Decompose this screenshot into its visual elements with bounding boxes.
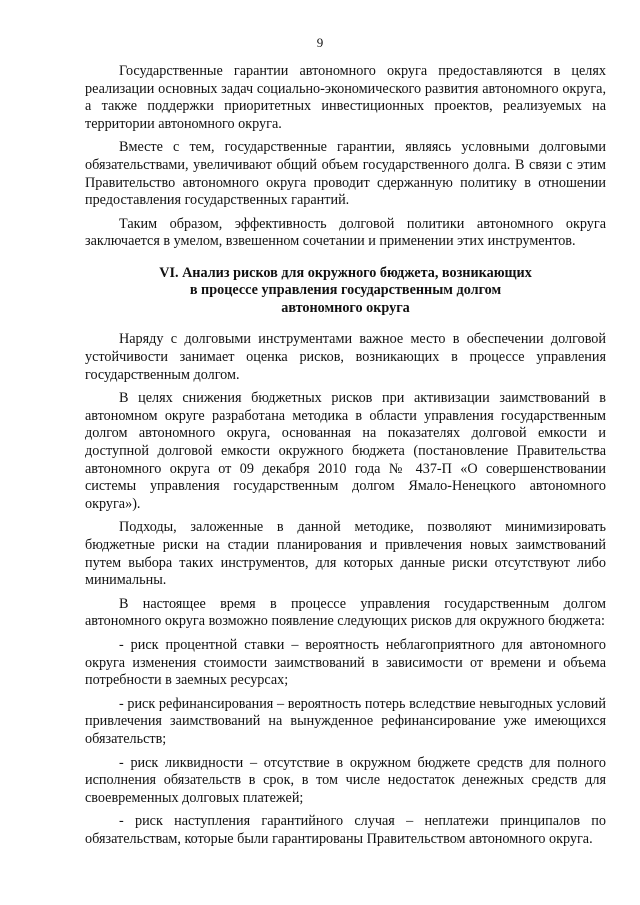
page-number: 9 (316, 35, 324, 50)
document-body (85, 63, 606, 854)
risk-item-guarantee-case: - риск наступления гарантийного случая – неплатежи принципалов по обязательствам, которые были гарантированы Правительством автономного округа. (85, 813, 606, 847)
section-heading (85, 265, 606, 318)
risk-item-interest-rate: - риск процентной ставки – вероятность неблагоприятного для автономного округа изменения стоимости заимствований в зависимости от времени и объема потребности в заемных ресурсах; (85, 636, 606, 689)
paragraph-approaches: Подходы, заложенные в данной методике, позволяют минимизировать бюджетные риски на стадии планирования и привлечения новых заимствований путем выбора таких инструментов, для которых данные риски отсутствуют либо минимальны. (85, 519, 606, 589)
paragraph-guarantees-debt: Вместе с тем, государственные гарантии, являясь условными долговыми обязательствами, увеличивают общий объем государственного долга. В связи с этим Правительство автономного округа проводит сдержанную политику в отношении предоставления государственных гарантий. (85, 139, 606, 209)
section-heading-line-2: в процессе управления государственным долгом (189, 282, 502, 299)
paragraph-debt-policy-efficiency: Таким образом, эффективность долговой политики автономного округа заключается в умелом, взвешенном сочетании и применении этих инструментов. (85, 215, 606, 250)
paragraph-risk-assessment: Наряду с долговыми инструментами важное место в обеспечении долговой устойчивости занимает оценка рисков, возникающих в процессе управления государственным долгом. (85, 331, 606, 383)
risk-item-liquidity: - риск ликвидности – отсутствие в окружном бюджете средств для полного исполнения обязательств в срок, в том числе недостаток денежных средств для своевременных долговых платежей; (85, 754, 606, 806)
section-heading-line-3: автономного округа (281, 299, 410, 316)
section-heading-line-1: VI. Анализ рисков для окружного бюджета, возникающих (159, 264, 532, 281)
risk-item-refinancing: - риск рефинансирования – вероятность потерь вследствие невыгодных условий привлечения заимствований на вынужденное рефинансирование уже имеющихся обязательств; (85, 695, 606, 747)
paragraph-current-risks-intro: В настоящее время в процессе управления государственным долгом автономного округа возможно появление следующих рисков для окружного бюджета: (85, 595, 606, 630)
paragraph-methodology: В целях снижения бюджетных рисков при активизации заимствований в автономном округе разработана методика в области управления государственным долгом автономного округа, основанная на показателях долговой емкости и доступной долговой емкости окружного бюджета (постановление Правительства автономного округа от 09 декабря 2010 года № 437-П «О совершенствовании системы управления государственным долгом Ямало-Ненецкого автономного округа»). (85, 390, 606, 512)
paragraph-guarantees-purpose: Государственные гарантии автономного округа предоставляются в целях реализации основных задач социально-экономического развития автономного округа, а также поддержки приоритетных инвестиционных проектов, реализуемых на территории автономного округа. (85, 63, 606, 132)
